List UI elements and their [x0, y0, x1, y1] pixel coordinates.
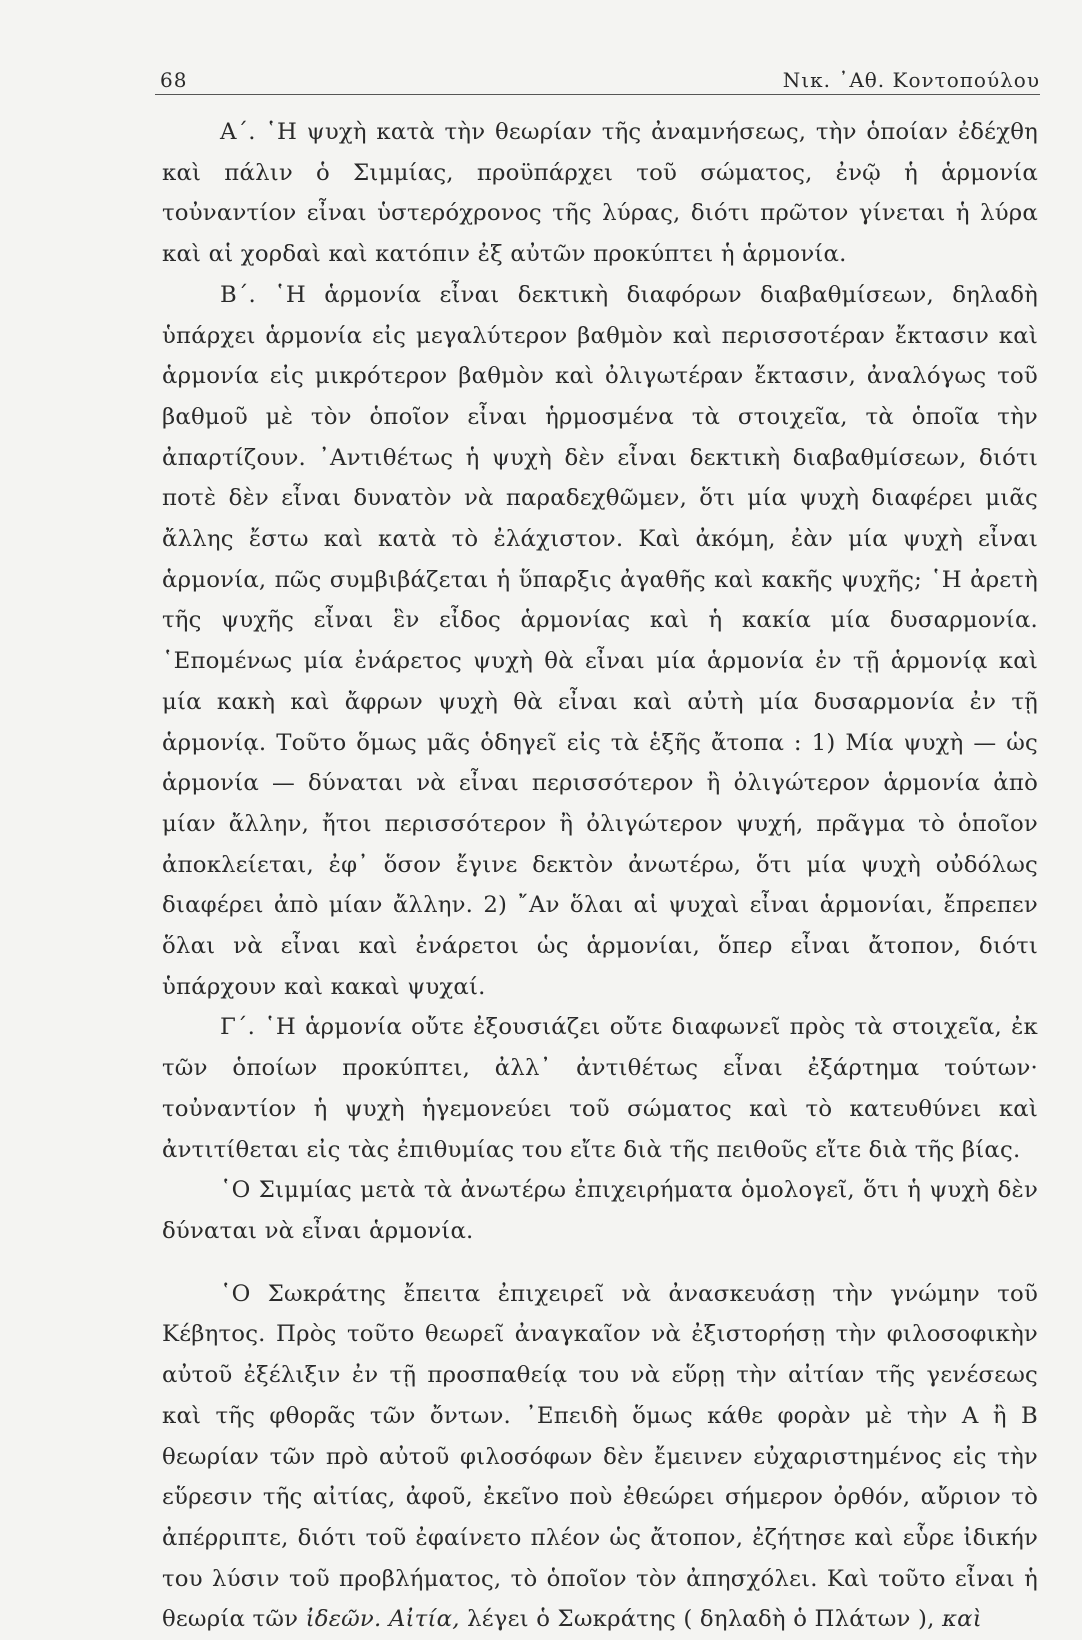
paragraph-socrates	[162, 1274, 1038, 1640]
page-number: 68	[160, 68, 188, 92]
body-text	[162, 112, 1038, 1640]
italic-ideon-aitia: ἰδεῶν. Αἰτία,	[305, 1606, 460, 1633]
italic-kai: καὶ	[942, 1606, 982, 1633]
paragraph-c: Γ΄. ῾Η ἁρμονία οὔτε ἐξουσιάζει οὔτε διαφωνεῖ πρὸς τὰ στοιχεῖα, ἐκ τῶν ὁποίων προκύπτει, ἀλλ᾽ ἀντιθέτως εἶναι ἐξάρτημα τούτων· τοὐναντίον ἡ ψυχὴ ἡγεμονεύει τοῦ σώματος καὶ τὸ κατευθύνει καὶ ἀντιτίθεται εἰς τὰς ἐπιθυμίας του εἴτε διὰ τῆς πειθοῦς εἴτε διὰ τῆς βίας.	[162, 1014, 1038, 1163]
header-rule	[155, 94, 1040, 95]
paragraph-socrates-text-2: λέγει ὁ Σωκράτης ( δηλαδὴ ὁ Πλάτων ),	[467, 1606, 935, 1633]
running-header	[160, 68, 1040, 96]
paragraph-b: Β΄. ῾Η ἁρμονία εἶναι δεκτικὴ διαφόρων διαβαθμίσεων, δηλαδὴ ὑπάρχει ἁρμονία εἰς μεγαλύτερον βαθμὸν καὶ περισσοτέραν ἔκτασιν καὶ ἁρμονία εἰς μικρότερον βαθμὸν καὶ ὀλιγωτέραν ἔκτασιν, ἀναλόγως τοῦ βαθμοῦ μὲ τὸν ὁποῖον εἶναι ἡρμοσμένα τὰ στοιχεῖα, τὰ ὁποῖα τὴν ἀπαρτίζουν. ᾿Αντιθέτως ἡ ψυχὴ δὲν εἶναι δεκτικὴ διαβαθμίσεων, διότι ποτὲ δὲν εἶναι δυνατὸν νὰ παραδεχθῶμεν, ὅτι μία ψυχὴ διαφέρει μιᾶς ἄλλης ἔστω καὶ κατὰ τὸ ἐλάχιστον. Καὶ ἀκόμη, ἐὰν μία ψυχὴ εἶναι ἁρμονία, πῶς συμβιβάζεται ἡ ὕπαρξις ἀγαθῆς καὶ κακῆς ψυχῆς; ῾Η ἀρετὴ τῆς ψυχῆς εἶναι ἓν εἶδος ἁρμονίας καὶ ἡ κακία μία δυσαρμονία. ῾Επομένως μία ἐνάρετος ψυχὴ θὰ εἶναι μία ἁρμονία ἐν τῇ ἁρμονίᾳ καὶ μία κακὴ καὶ ἄφρων ψυχὴ θὰ εἶναι καὶ αὐτὴ μία δυσαρμονία ἐν τῇ ἁρμονίᾳ. Τοῦτο ὅμως μᾶς ὁδηγεῖ εἰς τὰ ἑξῆς ἄτοπα : 1) Μία ψυχὴ — ὡς ἁρμονία — δύναται νὰ εἶναι περισσότερον ἢ ὀλιγώτερον ἁρμονία ἀπὸ μίαν ἄλλην, ἤτοι περισσότερον ἢ ὀλιγώτερον ψυχή, πρᾶγμα τὸ ὁποῖον ἀποκλείεται, ἐφ᾽ ὅσον ἔγινε δεκτὸν ἀνωτέρω, ὅτι μία ψυχὴ οὐδόλως διαφέρει ἀπὸ μίαν ἄλλην. 2) ῎Αν ὅλαι αἱ ψυχαὶ εἶναι ἁρμονίαι, ἔπρεπεν ὅλαι νὰ εἶναι καὶ ἐνάρετοι ὡς ἁρμονίαι, ὅπερ εἶναι ἄτοπον, διότι ὑπάρχουν καὶ κακαὶ ψυχαί.	[162, 281, 1038, 1000]
running-head-author: Νικ. ᾿Αθ. Κοντοπούλου	[782, 68, 1040, 92]
paragraph-socrates-text: ῾Ο Σωκράτης ἔπειτα ἐπιχειρεῖ νὰ ἀνασκευάσῃ τὴν γνώμην τοῦ Κέβητος. Πρὸς τοῦτο θεωρεῖ ἀναγκαῖον νὰ ἐξιστορήσῃ τὴν φιλοσοφικὴν αὐτοῦ ἐξέλιξιν ἐν τῇ προσπαθείᾳ του νὰ εὕρῃ τὴν αἰτίαν τῆς γενέσεως καὶ τῆς φθορᾶς τῶν ὄντων. ᾿Επειδὴ ὅμως κάθε φορὰν μὲ τὴν Α ἢ Β θεωρίαν τῶν πρὸ αὐτοῦ φιλοσόφων δὲν ἔμεινεν εὐχαριστημένος εἰς τὴν εὕρεσιν τῆς αἰτίας, ἀφοῦ, ἐκεῖνο ποὺ ἐθεώρει σήμερον ὀρθόν, αὔριον τὸ ἀπέρριπτε, διότι τοῦ ἐφαίνετο πλέον ὡς ἄτοπον, ἐζήτησε καὶ εὗρε ἰδικήν του λύσιν τοῦ προβλήματος, τὸ ὁποῖον τὸν ἀπησχόλει. Καὶ τοῦτο εἶναι ἡ θεωρία τῶν	[162, 1280, 1038, 1633]
paragraph-simmias: ῾Ο Σιμμίας μετὰ τὰ ἀνωτέρω ἐπιχειρήματα ὁμολογεῖ, ὅτι ἡ ψυχὴ δὲν δύναται νὰ εἶναι ἁρμονία.	[162, 1177, 1038, 1244]
paragraph-a: Α΄. ῾Η ψυχὴ κατὰ τὴν θεωρίαν τῆς ἀναμνήσεως, τὴν ὁποίαν ἐδέχθη καὶ πάλιν ὁ Σιμμίας, προϋπάρχει τοῦ σώματος, ἐνῷ ἡ ἁρμονία τοὐναντίον εἶναι ὑστερόχρονος τῆς λύρας, διότι πρῶτον γίνεται ἡ λύρα καὶ αἱ χορδαὶ καὶ κατόπιν ἐξ αὐτῶν προκύπτει ἡ ἁρμονία.	[162, 119, 1038, 268]
